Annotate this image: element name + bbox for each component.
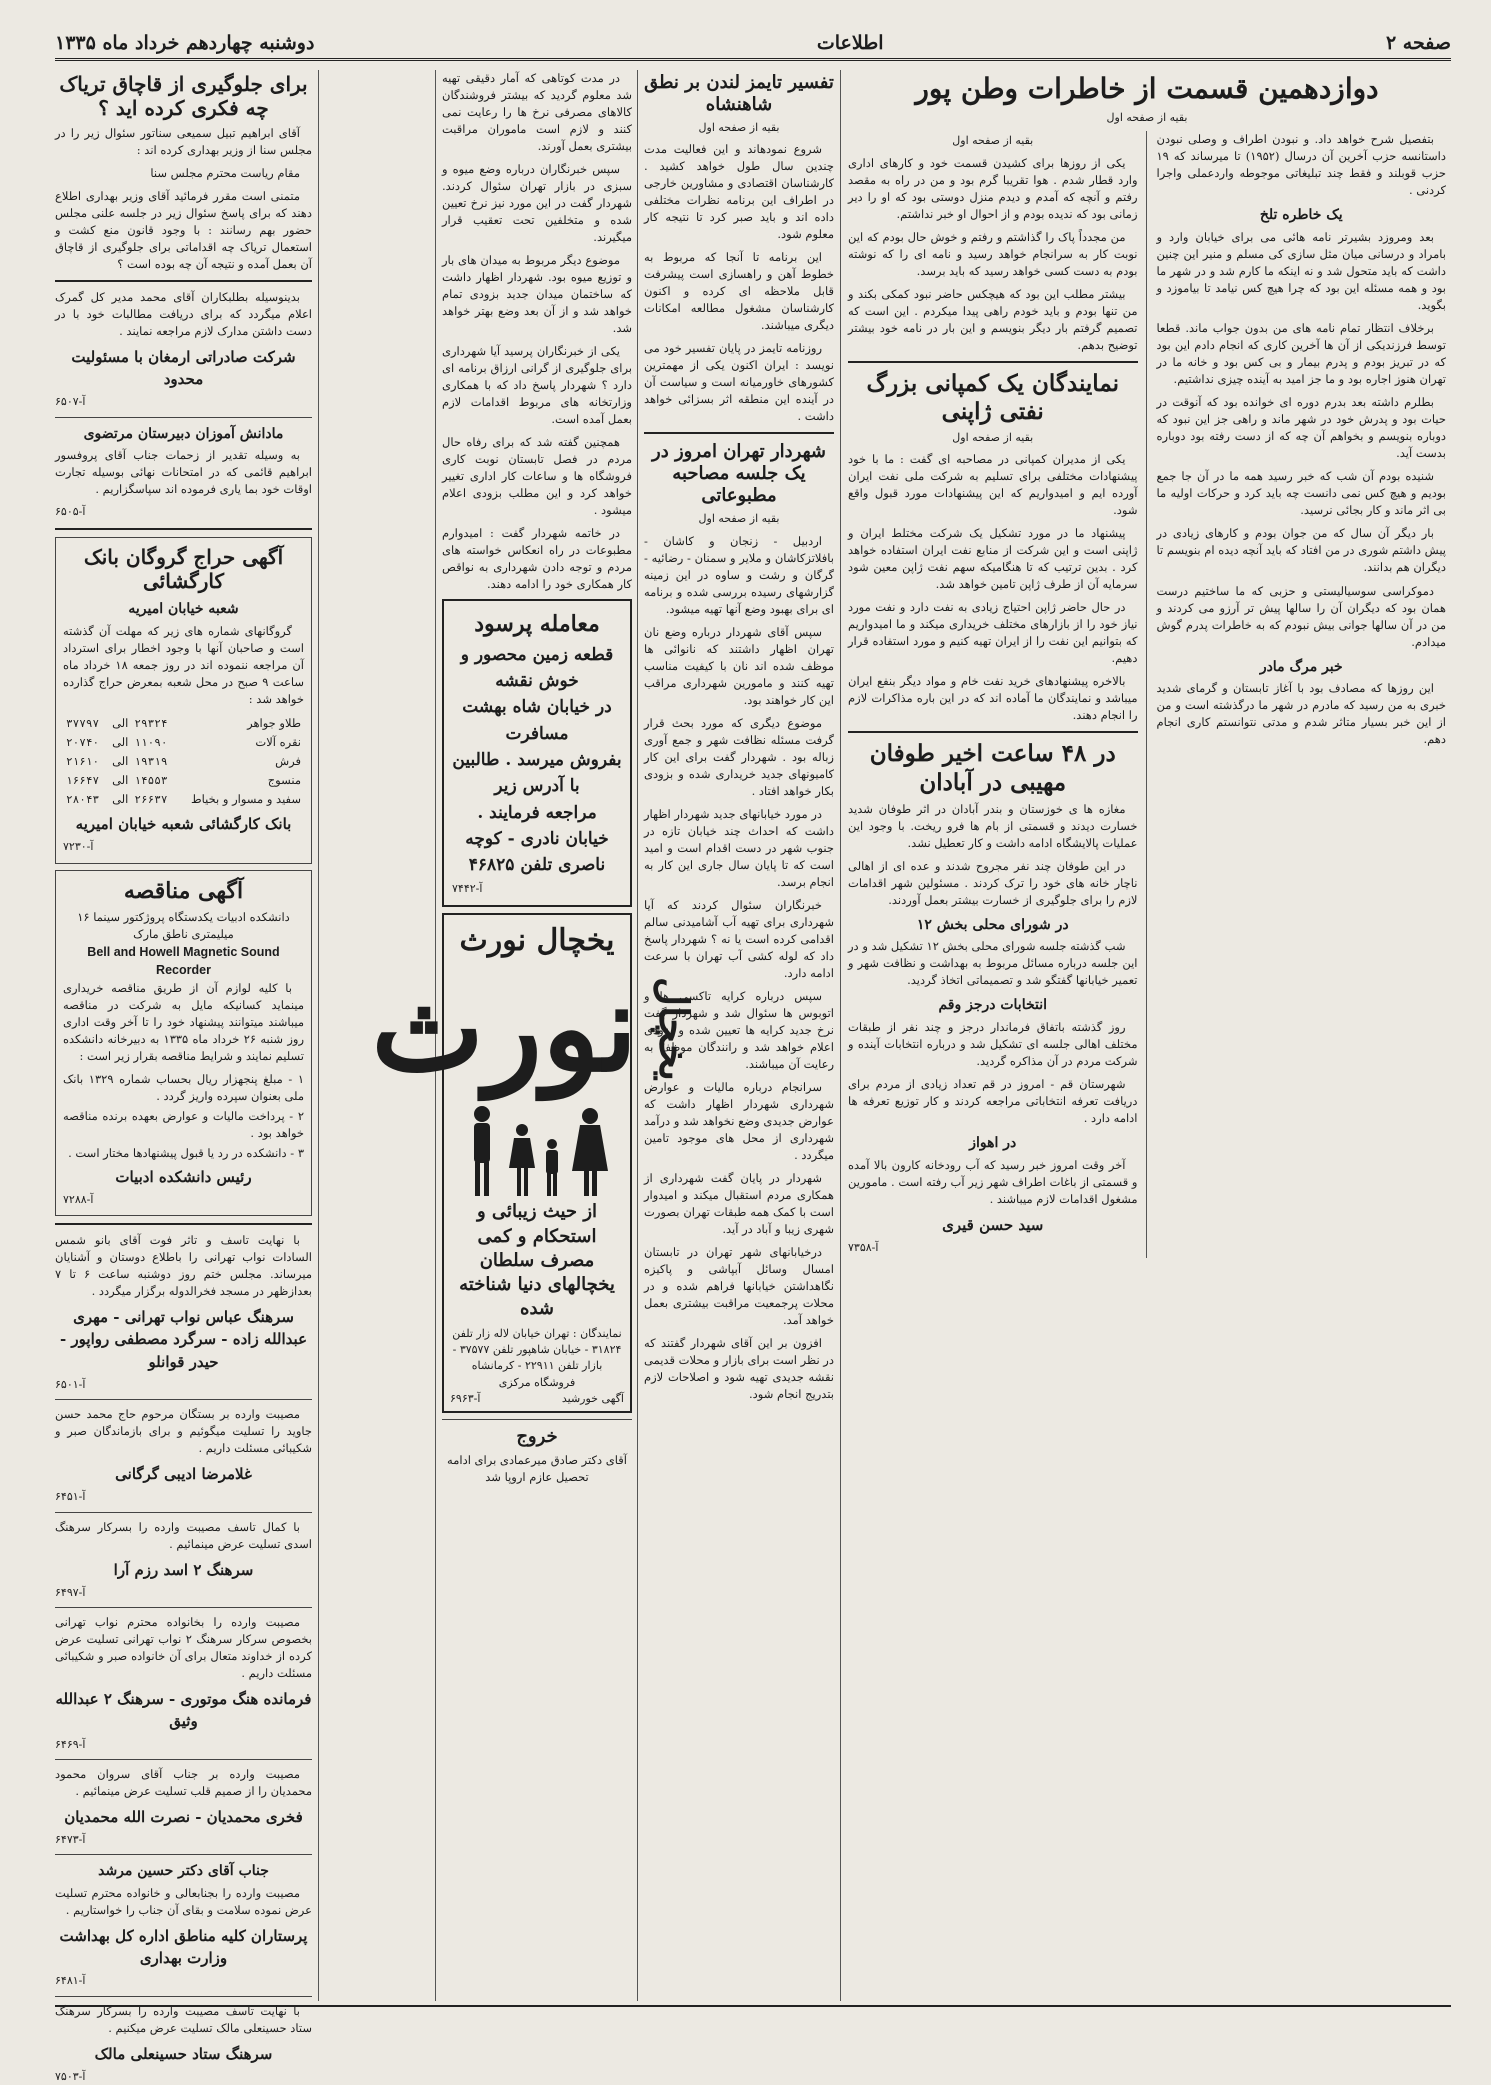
table-cell: ۲۶۶۳۷ — [134, 792, 168, 806]
ad-line: مراجعه فرمایند . — [477, 802, 597, 823]
paragraph: افزون بر این آقای شهردار گفتند که در نظر است برای بازار و محلات قدیمی نقشه جدیدی تهیه شود و اصلاحات لازم بتدریج انجام شود. — [644, 1336, 834, 1402]
ad-code: آ-۷۲۸۸ — [63, 1192, 94, 1206]
signature: سرهنگ ۲ اسد رزم آرا — [113, 1560, 254, 1579]
ad-code: آ-۶۴۷۳ — [55, 1833, 86, 1846]
table-cell: فرش — [275, 754, 301, 769]
table-cell: منسوج — [267, 773, 301, 788]
ad-code: آ-۷۳۵۸ — [848, 1241, 879, 1255]
notice-title: آگهی حراج گروگان بانک کارگشائی — [83, 544, 284, 594]
ad-code: آ-۶۹۶۳ — [450, 1391, 481, 1405]
subheading: انتخابات درجز وقم — [938, 997, 1048, 1014]
paragraph: بیشتر مطلب این بود که هیچکس حاضر نبود کمکی بکند و من تنها بودم و باید خودم راهی پیدا میکردم . این است که تصمیم گرفتم بار دیگر بنویسم و این بار در نامه خود بیشتر توضیح بدهم. — [848, 286, 1138, 352]
paragraph: بعد ومروزد بشیرتر نامه هائی می برای خیابان وارد و بامراد و درسانی میان مثل سازی کی مسلم و منیر این چنین داشت که باید متحول شد و نه اینکه ما کارم شد و در شهر ما بود و همه مسئله این بود که چرا هیچ کس نیامد تا بیاموزد و بگوید. — [1156, 230, 1446, 313]
tender-condition: ۳ - دانشکده در رد یا قبول پیشنهادها مختار است . — [68, 1145, 304, 1160]
signature: سرهنگ ستاد حسینعلی مالک — [94, 2044, 273, 2063]
table-cell: ۱۱۰۹۰ — [134, 735, 168, 749]
equipment-name: Bell and Howell Magnetic Sound Recorder — [87, 944, 280, 978]
section-rule — [55, 1607, 312, 1608]
paragraph: بدینوسیله بطلبکاران آقای محمد مدیر کل گمرک اعلام میگردد که برای دریافت مطالبات خود با در دست داشتن مدارک لازم مراجعه نمایند . — [55, 289, 312, 338]
paragraph: در مورد خیابانهای جدید شهردار اظهار داشت که احداث چند خیابان تازه در جنوب شهر در دست اقدام است و امید است که تا پایان سال جاری این کار به انجام برسد. — [644, 806, 834, 889]
ad-footer — [450, 1391, 624, 1407]
ad-code: آ-۶۵۰۱ — [55, 1377, 86, 1391]
section-rule — [55, 1854, 312, 1855]
section-rule — [55, 1223, 312, 1225]
ad-slogan: از حیث زیبائی و استحکام و کمی مصرف سلطان یخچالهای دنیا شناخته شده — [459, 1201, 615, 1320]
auction-notice — [55, 537, 312, 864]
article-headline: دوازدهمین قسمت از خاطرات وطن پور — [915, 72, 1379, 105]
ad-brand: نورث — [371, 958, 638, 1100]
obituary: با نهایت تاسف و تاثر فوت آقای بانو شمس السادات نواب تهرانی را باطلاع دوستان و آشنایان میرساند. مجلس ختم روز دوشنبه ساعت ۶ تا ۷ بعدازظهر در مسجد فخرالدوله برگزار میگردد . — [55, 1233, 312, 1299]
tender-notice — [55, 870, 312, 1216]
page-number: صفحه ۲ — [1385, 32, 1451, 54]
signature: سید حسن قیری — [942, 1215, 1044, 1234]
paragraph: شب گذشته جلسه شورای محلی بخش ۱۲ تشکیل شد و در این جلسه درباره مسائل مربوط به بهداشت و نظافت شهر و تعمیر خیابانها گفتگو شد و تصمیماتی اتخاذ گردید. — [848, 939, 1138, 988]
ad-line: در خیابان شاه بهشت مسافرت — [462, 697, 612, 744]
paragraph: من مجدداً پاک را گذاشتم و رفتم و خوش حال بودم که این نوبت کار به سرانجام خواهد رسید و نامه ای را که نوشته بودم به دست کسی خواهد رسید که باید برسد. — [848, 229, 1138, 278]
table-cell: ۳۷۷۹۷ — [66, 716, 100, 730]
subheading: خبر مرگ مادر — [1259, 658, 1343, 675]
continued-label: بقیه از صفحه اول — [952, 134, 1034, 148]
tender-condition: ۱ - مبلغ پنجهزار ریال بحساب شماره ۱۳۲۹ بانک ملی بعنوان سپرده واریز گردد . — [63, 1071, 304, 1103]
paragraph: یکی از مدیران کمپانی در مصاحبه ای گفت : ما با خود پیشنهادات مختلفی برای تسلیم به شرکت ملی نفت ایران آورده ایم و امیدواریم که این پیشنهادات مورد قبول واقع شود. — [848, 452, 1138, 518]
notice-subtitle: شعبه خیابان امیریه — [128, 601, 239, 618]
notice-title: آگهی مناقصه — [123, 877, 244, 904]
column-divider — [840, 70, 841, 2001]
ad-code: آ-۷۴۴۲ — [452, 881, 483, 895]
obituary: مصیبت وارده را بجنابعالی و خانواده محترم تسلیت عرض نموده سلامت و بقای آن جناب را خواستاریم . — [55, 1885, 312, 1917]
article-headline: تفسیر تایمز لندن بر نطق شاهنشاه — [644, 72, 834, 115]
paragraph: شهرستان قم - امروز در قم تعداد زیادی از مردم برای دریافت تعرفه انتخاباتی مراجعه کردند و کار توزیع تعرفه ها ادامه دارد . — [848, 1077, 1138, 1126]
table-cell: ۲۱۶۱۰ — [66, 754, 100, 768]
table-cell: الی — [112, 716, 129, 731]
table-cell: الی — [112, 792, 129, 807]
paragraph: پیشنهاد ما در مورد تشکیل یک شرکت مختلط ایران و ژاپنی است و این شرکت از منابع نفت ایران استفاده خواهد کرد . بدین ترتیب که تا هنگامیکه سهم نفت ژاپن معین شود سرمایه آن از طرف ژاپن تامین خواهد شد. — [848, 526, 1138, 592]
paragraph: مقام ریاست محترم مجلس سنا — [150, 165, 300, 180]
table-row — [63, 771, 304, 790]
notice-text: آقای دکتر صادق میرعمادی برای ادامه تحصیل عازم اروپا شد — [447, 1453, 627, 1485]
paragraph: بتفصیل شرح خواهد داد. و نبودن اطراف و وصلی نبودن داستانسه حزب آخرین آن درسال (۱۹۵۲) تا میرساند که ۱۹ حزب قوبلند و فقط چند تبلیغاتی موجوطه واردعملی واجرا کردنی . — [1156, 132, 1446, 198]
paragraph: در خاتمه شهردار گفت : امیدوارم مطبوعات در راه انعکاس خواسته های مردم و توجه دادن شهرداری به نواقص کار همکاری خود را ادامه دهند. — [442, 526, 632, 592]
signature: غلامرضا ادیبی گرگانی — [115, 1465, 252, 1484]
signature: رئیس دانشکده ادبیات — [115, 1167, 252, 1186]
family-illustration — [450, 1095, 624, 1200]
header-rule — [55, 58, 1451, 61]
paragraph: روز گذشته باتفاق فرماندار درجز و چند نفر از طبقات مختلف اهالی جلسه ای تشکیل شد و درباره انتخابات آینده و شرکت مردم در آن مذاکره گردید. — [848, 1020, 1138, 1069]
ad-line: قطعه زمین محصور و خوش نقشه — [460, 644, 614, 691]
running-header — [55, 30, 1451, 56]
continued-label: بقیه از صفحه اول — [952, 430, 1034, 444]
ad-title: معامله پرسود — [474, 611, 600, 638]
notice-title: جناب آقای دکتر حسین مرشد — [98, 1863, 269, 1880]
signature: بانک کارگشائی شعبه خیابان امیریه — [75, 815, 292, 834]
paragraph: روزنامه تایمز در پایان تفسیر خود می نویسد : ایران اکنون یکی از مهمترین کشورهای خاورمیانه است و سیاست آن در آینده این منطقه اثر بسزائی خواهد داشت . — [644, 341, 834, 424]
signature: سرهنگ عباس نواب تهرانی - مهری عبدالله زاده - سرگرد مصطفی رواپور - حیدر قوانلو — [59, 1308, 308, 1371]
paragraph: مغازه ها ی خوزستان و بندر آبادان در اثر طوفان شدید خسارت دیدند و قسمتی از بام ها فرو ریخت. با وجود این عملیات پالایشگاه ادامه داشت و کار تعطیل نشد. — [848, 801, 1138, 850]
signature: پرستاران کلیه مناطق اداره کل بهداشت وزارت بهداری — [59, 1927, 308, 1968]
paragraph: موضوع دیگری که مورد بحث قرار گرفت مسئله نظافت شهر و جمع آوری زباله بود . شهردار گفت برای این کار کامیونهای جدید خریداری شده و بزودی بکار خواهد افتاد . — [644, 715, 834, 798]
continued-label: بقیه از صفحه اول — [698, 120, 780, 134]
obituary: با کمال تاسف مصیبت وارده را بسرکار سرهنگ اسدی تسلیت عرض مینمائیم . — [55, 1519, 312, 1551]
paragraph: با کلیه لوازم آن از طریق مناقصه خریداری مینماید کسانیکه مایل به شرکت در مناقصه میباشند میتوانند پیشنهاد خود را تا آخر وقت اداری روز شنبه ۲۶ خرداد ماه ۱۳۳۵ به دبیرخانه دانشکده تسلیم نمایند و شرایط مناقصه بقرار زیر است : — [63, 980, 305, 1063]
table-cell: الی — [112, 735, 129, 750]
table-row — [63, 714, 304, 733]
ad-agency: آگهی خورشید — [561, 1391, 624, 1405]
table-cell: ۲۸۰۴۳ — [66, 792, 100, 806]
table-cell: ۱۶۶۴۷ — [66, 773, 100, 787]
column-1 — [848, 70, 1446, 2001]
article-subcolumn — [848, 131, 1147, 1258]
continued-label: بقیه از صفحه اول — [698, 512, 780, 526]
paragraph: بطلرم داشته بعد بدرم دوره ای خوانده بود که آنوقت در حیات بود و پدرش خود در شهر ماند و راهی جز این نبود که دوباره بنویسم و بخواهم آن چه که از دست رفته بود دوباره بدست آید. — [1156, 395, 1446, 461]
paragraph: گروگانهای شماره های زیر که مهلت آن گذشته است و صاحبان آنها با وجود اخطار برای استرداد آن مراجعه ننموده اند در روز جمعه ۱۸ خرداد ماه ساعت ۹ صبح در محل شعبه بمعرض حراج گذارده خواهد شد : — [63, 624, 304, 707]
paragraph: به وسیله تقدیر از زحمات جناب آقای پروفسور ابراهیم قائمی که در امتحانات نهائی بوسیله تجارت اوقات خود بما یاری فرموده اند سپاسگزاریم . — [55, 448, 312, 497]
ad-brand-row — [371, 958, 697, 1100]
subheading: در اهواز — [969, 1135, 1017, 1152]
ad-code: آ-۶۵۰۷ — [55, 395, 86, 409]
table-row — [63, 733, 304, 752]
column-4 — [371, 70, 697, 2001]
paragraph: سپس خبرنگاران درباره وضع میوه و سبزی در بازار تهران سئوال کردند. شهردار گفت در این مورد نیز نرخ تعیین شده و متخلفین تحت تعقیب قرار میگیرند. — [442, 162, 632, 245]
tender-condition: ۲ - پرداخت مالیات و عوارض بعهده برنده مناقصه خواهد بود . — [63, 1108, 304, 1140]
paragraph: یکی از خبرنگاران پرسید آیا شهرداری برای جلوگیری از گرانی ارزاق برنامه ای دارد ؟ شهردار پاسخ داد که با همکاری وزارتخانه های مربوط اقدامات لازم بعمل آمده است. — [442, 344, 632, 427]
ad-code: آ-۷۵۰۳ — [55, 2069, 86, 2083]
paragraph: موضوع دیگر مربوط به میدان های بار و توزیع میوه بود. شهردار اظهار داشت که ساختمان میدان جدید بزودی تمام خواهد شد و از آن بعد وضع بهتر خواهد شد. — [442, 253, 632, 336]
paragraph: آخر وقت امروز خبر رسید که آب رودخانه کارون بالا آمده و قسمتی از باغات اطراف شهر زیر آب رفته است . مامورین مشغول اقدامات لازم میباشند . — [848, 1157, 1138, 1206]
ad-code: آ-۶۴۵۱ — [55, 1490, 86, 1504]
family-silhouette-icon — [452, 1100, 622, 1200]
subheading: در شورای محلی بخش ۱۲ — [916, 916, 1069, 933]
section-rule — [55, 1996, 312, 1997]
ad-code: آ-۷۲۳۰ — [63, 840, 94, 854]
table-row — [63, 752, 304, 771]
section-rule — [55, 417, 312, 418]
notice-intro: دانشکده ادبیات یکدستگاه پروژکتور سینما ۱۶ میلیمتری ناطق مارک — [77, 909, 290, 941]
column-5 — [55, 70, 312, 2083]
paragraph: شهردار در پایان گفت شهرداری از همکاری مردم استقبال میکند و امیدوار است با کمک همه طبقات تهران بصورت شهری زیبا و آباد در آید. — [644, 1171, 834, 1237]
table-cell: ۲۹۳۲۴ — [134, 716, 168, 730]
paragraph: آقای ابراهیم تبیل سمیعی سناتور سئوال زیر را در مجلس سنا از وزیر بهداری کرده اند : — [55, 125, 312, 157]
ad-code: آ-۶۴۹۷ — [55, 1585, 86, 1599]
ad-code: آ-۶۴۸۱ — [55, 1974, 86, 1988]
refrigerator-ad — [371, 913, 697, 1413]
paragraph: یکی از روزها برای کشیدن قسمت خود و کارهای اداری وارد قطار شدم . هوا تقریبا گرم بود و من در راه به مقصد رفتم و آنچه که آمدم و دیدم منزل دوستی بود که او را دیر زمانی بود که ندیده بودم و از احوال او خبر نداشتم. — [848, 155, 1138, 221]
paragraph: متمنی است مقرر فرمائید آقای وزیر بهداری اطلاع دهند که برای پاسخ سئوال زیر در جلسه علنی مجلس حضور بهم رسانند : با وجود قانون منع کشت و استعمال تریاک چه اقداماتی برای جلوگیری از قاچاق آن بعمل آمده و نتیجه آن چه بوده است ؟ — [55, 188, 312, 271]
table-cell: ۱۹۳۱۹ — [134, 754, 168, 768]
table-cell: سفید و مسوار و بخیاط — [190, 792, 301, 807]
table-row — [63, 790, 304, 809]
ad-dealers: نمایندگان : تهران خیابان لاله زار تلفن ۳۱۸۲۴ - خیابان شاهپور تلفن ۳۷۵۷۷ - بازار تلفن ۲۲۹۱۱ - کرمانشاه فروشگاه مرکزی — [452, 1326, 622, 1389]
section-rule — [55, 1759, 312, 1760]
article-headline: برای جلوگیری از قاچاق تریاک چه فکری کرده اید ؟ — [59, 72, 308, 121]
paragraph: در این طوفان چند نفر مجروح شدند و عده ای از اهالی ناچار خانه های خود را ترک کردند . مسئولین شهر اقدامات لازم را برای جلوگیری از خسارت بیشتر بعمل آوردند. — [848, 858, 1138, 907]
ad-code: آ-۶۴۶۹ — [55, 1737, 86, 1751]
article-headline: نمایندگان یک کمپانی بزرگ نفتی ژاپنی — [866, 369, 1120, 425]
ad-brand-prefix: یخچال — [649, 977, 697, 1082]
table-cell: ۲۰۷۴۰ — [66, 735, 100, 749]
land-sale-ad — [442, 599, 632, 906]
notice-title: مادانش آموزان دبیرستان مرتضوی — [83, 425, 284, 442]
section-rule — [55, 280, 312, 282]
table-cell: نقره آلات — [255, 735, 301, 750]
signature: شرکت صادراتی ارمغان با مسئولیت محدود — [71, 347, 296, 389]
obituary: با نهایت تاسف مصیبت وارده را بسرکار سرهنگ ستاد حسینعلی مالک تسلیت عرض میکنیم . — [55, 2003, 312, 2035]
paragraph: این برنامه تا آنجا که مربوط به خطوط آهن و راهسازی است پیشرفت قابل ملاحظه ای کرده و اکنون کارشناسان مشغول مطالعه امکانات دیگری میباشند. — [644, 250, 834, 333]
ad-title: یخچال نورث — [459, 922, 615, 958]
section-rule — [848, 361, 1138, 363]
section-rule — [55, 1512, 312, 1513]
section-rule — [848, 731, 1138, 733]
ad-line: بفروش میرسد . طالبین با آدرس زیر — [452, 749, 622, 797]
ad-code: آ-۶۵۰۵ — [55, 505, 86, 519]
paragraph: در حال حاضر ژاپن احتیاج زیادی به نفت دارد و نفت مورد نیاز خود را از بازارهای مختلف خریداری میکند و ما امیدواریم که بتوانیم این نفت را از ایران تهیه کنیم و مورد استفاده قرار دهیم. — [848, 600, 1138, 666]
article-headline: در ۴۸ ساعت اخیر طوفان مهیبی در آبادان — [869, 740, 1116, 796]
column-divider — [318, 70, 319, 2001]
footer-rule — [55, 2005, 1451, 2007]
paragraph: در مدت کوتاهی که آمار دقیقی تهیه شد معلوم گردید که بیشتر فروشندگان کالاهای مصرفی نرخ ها را رعایت نمی کنند و لازم است ماموران مراقبت بیشتری بعمل آورند. — [442, 71, 632, 154]
signature: فخری محمدیان - نصرت الله محمدیان — [64, 1807, 303, 1826]
auction-table — [63, 714, 304, 809]
continued-label: بقیه از صفحه اول — [1106, 111, 1188, 125]
paragraph: این روزها که مصادف بود با آغاز تابستان و گرمای شدید خبری به من رسید که مادرم در شهر ما درگذشته است و من از این خبر بسیار متاثر شدم و مدتی نتوانستم کاری انجام دهم. — [1156, 681, 1446, 747]
signature: فرمانده هنگ موتوری - سرهنگ ۲ عبدالله وثیق — [55, 1690, 312, 1731]
subheading: یک خاطره تلخ — [1259, 207, 1343, 224]
article-subcolumn — [1157, 131, 1447, 1258]
issue-date: دوشنبه چهاردهم خرداد ماه ۱۳۳۵ — [55, 32, 315, 54]
table-cell: طلاو جواهر — [247, 716, 301, 731]
paragraph: دموکراسی سوسیالیستی و حزبی که ما ساختیم درست همان بود که دیگران آن را سالها پیش تر آرزو می کردند و من در آن سالها جوانی بیش نبودم که به خاطرات پدرم گوش میدادم. — [1156, 583, 1446, 649]
paragraph: شنیده بودم آن شب که خبر رسید همه ما در آن جا جمع بودیم و هیچ کس نمی دانست چه باید کرد و حرکات اولیه ما بی اثر ماند و کار بجائی نرسید. — [1156, 469, 1446, 518]
paragraph: برخلاف انتظار تمام نامه های من بدون جواب ماند. قطعا توسط فرزندیکی از آن ها آخرین کاری که انجام دادم این بود که در تبریز بودم و پدرم بیمار و بی کس بود و خانه ما در تهران هنوز اجاره بود و ما جز امید به آینده چیزی نداشتیم. — [1156, 321, 1446, 387]
paragraph: همچنین گفته شد که برای رفاه حال مردم در فصل تابستان نوبت کاری فروشگاه ها و ساعات کار اداری تغییر خواهد کرد و این مطلب بزودی اعلام میشود . — [442, 435, 632, 518]
paragraph: بار دیگر آن سال که من جوان بودم و کارهای زیادی در پیش داشتم شوری در من افتاد که باید آنچه دیده ام بنویسم تا دیگران هم بدانند. — [1156, 526, 1446, 575]
section-rule — [442, 1419, 632, 1420]
obituary: مصیبت وارده را بخانواده محترم نواب تهرانی بخصوص سرکار سرهنگ ۲ نواب تهرانی تسلیت عرض کرده از خداوند متعال برای آن خانواده صبر و شکیبائی مسئلت داریم . — [55, 1615, 312, 1681]
table-cell: الی — [112, 754, 129, 769]
article-headline: شهردار تهران امروز در یک جلسه مصاحبه مطبوعاتی — [652, 441, 826, 507]
tender-conditions — [63, 1071, 304, 1162]
table-cell: الی — [112, 773, 129, 788]
paragraph: سپس آقای شهردار درباره وضع نان تهران اظهار داشتند که نانوائی ها موظف شده اند نان با کیفیت مناسب تهیه کنند و مامورین شهرداری مراقب این کار خواهند بود. — [644, 624, 834, 707]
section-rule — [644, 432, 834, 434]
ad-address: خیابان نادری - کوچه ناصری تلفن ۴۶۸۲۵ — [465, 828, 609, 876]
section-rule — [55, 1399, 312, 1400]
section-rule — [55, 528, 312, 530]
article-body — [848, 131, 1446, 1258]
paragraph: سپس درباره کرایه تاکسی ها و اتوبوس ها سئوال شد و شهردار گفت نرخ جدید کرایه ها تعیین شده و بزودی اعلام خواهد شد و رانندگان موظف به رعایت آن میباشند. — [644, 988, 834, 1071]
paragraph: درخیابانهای شهر تهران در تابستان امسال وسائل آبپاشی و پاکیزه نگاهداشتن خیابانها فراهم شده و در محلات پرجمعیت مراقبت بیشتری بعمل خواهد آمد. — [644, 1245, 834, 1328]
obituary: مصیبت وارده بر جناب آقای سروان محمود محمدیان را از صمیم قلب تسلیت عرض مینمائیم . — [55, 1766, 312, 1798]
paragraph: خبرنگاران سئوال کردند که آیا شهرداری برای تهیه آب آشامیدنی سالم اقدامی کرده است یا نه ؟ شهردار پاسخ داد که لوله کشی آب تهران با سرعت ادامه دارد. — [644, 897, 834, 980]
paragraph: اردبیل - زنجان و کاشان - بافلاتزکاشان و ملایر و سمنان - رضائیه - گرگان و رشت و ساوه در این زمینه گزارشهای رسیده بررسی شده و برنامه ای برای بهبود وضع آنها تهیه میشود. — [644, 533, 834, 616]
notice-title: خروج — [516, 1426, 558, 1448]
table-cell: ۱۴۵۵۳ — [134, 773, 168, 787]
paragraph: بالاخره پیشنهادهای خرید نفت خام و مواد دیگر بنفع ایران میباشد و نمایندگان ما آماده اند که در این باره مذاکرات لازم را انجام دهند. — [848, 674, 1138, 723]
paragraph: شروع نمودهاند و این فعالیت مدت چندین سال طول خواهد کشید . کارشناسان اقتصادی و مشاورین خارجی در اطراف این برنامه نظرات مختلفی داده اند و باید صبر کرد تا نتیجه کار معلوم شود. — [644, 142, 834, 242]
newspaper-name: اطلاعات — [816, 32, 884, 54]
obituary: مصیبت وارده بر بستگان مرحوم حاج محمد حسن جاوید را تسلیت میگوئیم و برای بازماندگان صبر و شکیبائی مسئلت داریم . — [55, 1407, 312, 1456]
paragraph: سرانجام درباره مالیات و عوارض شهرداری شهردار اظهار داشت که عوارض جدیدی وضع نخواهد شد و درآمد شهرداری از محل های موجود تامین میگردد . — [644, 1080, 834, 1163]
